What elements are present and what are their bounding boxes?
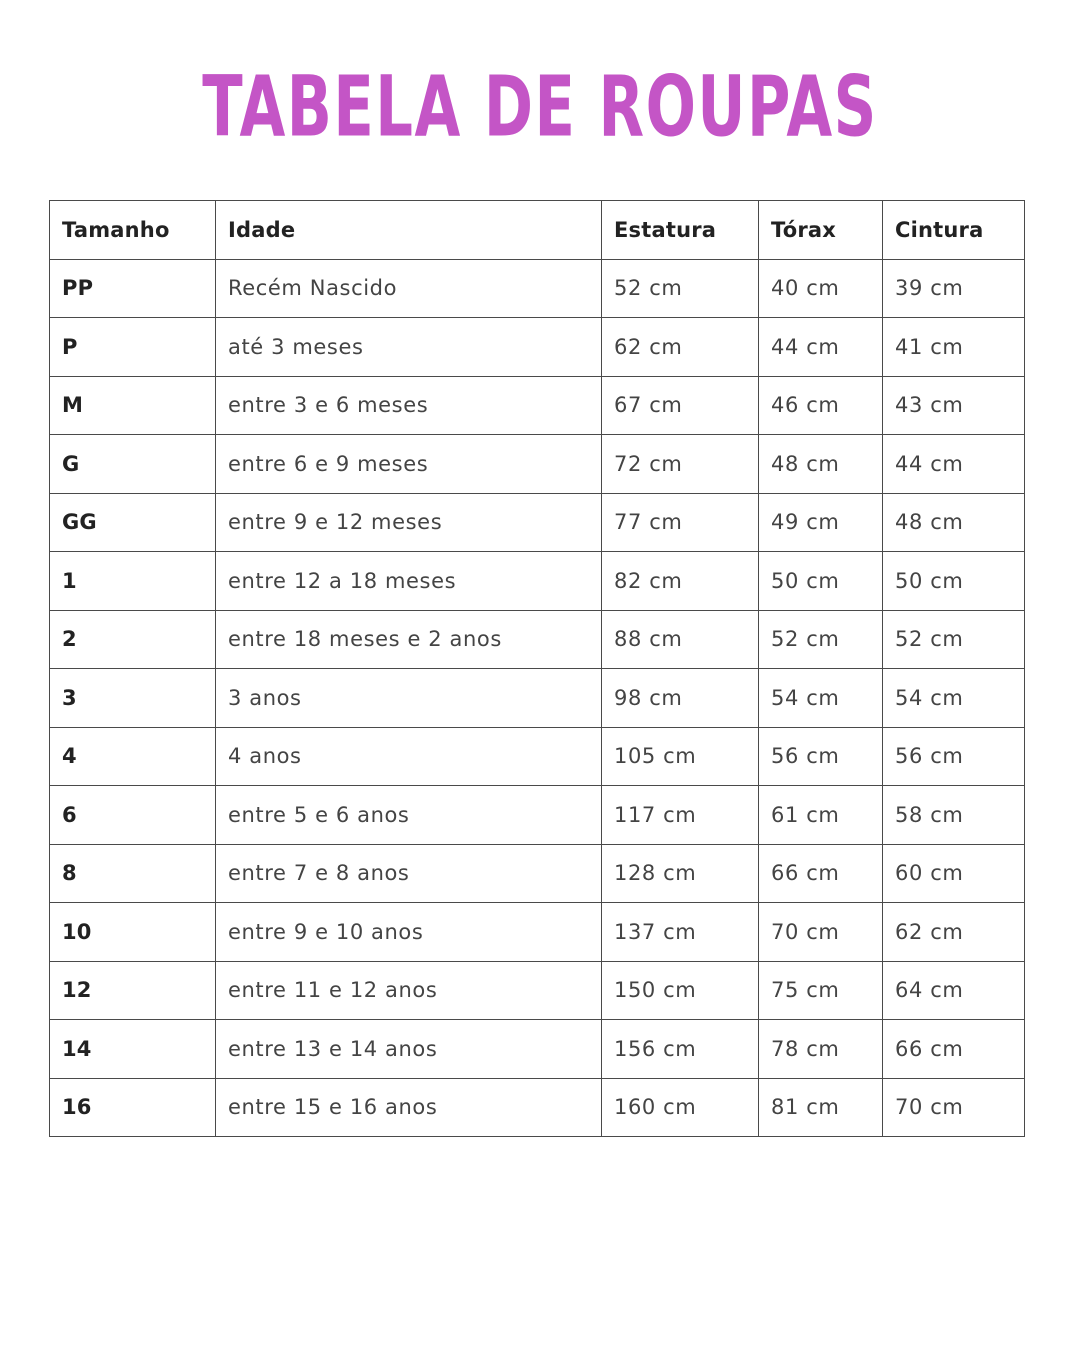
height-cell: 160 cm [602, 1078, 759, 1137]
height-cell: 105 cm [602, 727, 759, 786]
chest-cell: 75 cm [759, 961, 883, 1020]
table-row [50, 1078, 1025, 1137]
waist-cell: 66 cm [883, 1020, 1025, 1079]
chest-cell: 81 cm [759, 1078, 883, 1137]
size-cell: 2 [50, 610, 216, 669]
chest-cell: 54 cm [759, 669, 883, 728]
table-row [50, 552, 1025, 611]
age-cell: entre 5 e 6 anos [216, 786, 602, 845]
chest-cell: 50 cm [759, 552, 883, 611]
size-cell: 8 [50, 844, 216, 903]
age-cell: entre 11 e 12 anos [216, 961, 602, 1020]
chest-cell: 44 cm [759, 318, 883, 377]
height-cell: 72 cm [602, 435, 759, 494]
chest-cell: 40 cm [759, 259, 883, 318]
height-cell: 62 cm [602, 318, 759, 377]
height-cell: 150 cm [602, 961, 759, 1020]
table-row [50, 961, 1025, 1020]
age-cell: entre 6 e 9 meses [216, 435, 602, 494]
page-title: TABELA DE ROUPAS [202, 57, 878, 156]
age-cell: entre 13 e 14 anos [216, 1020, 602, 1079]
height-cell: 98 cm [602, 669, 759, 728]
waist-cell: 54 cm [883, 669, 1025, 728]
chest-cell: 49 cm [759, 493, 883, 552]
table-row [50, 844, 1025, 903]
waist-cell: 62 cm [883, 903, 1025, 962]
table-row [50, 610, 1025, 669]
size-cell: GG [50, 493, 216, 552]
waist-cell: 52 cm [883, 610, 1025, 669]
chest-cell: 52 cm [759, 610, 883, 669]
height-cell: 88 cm [602, 610, 759, 669]
age-cell: entre 18 meses e 2 anos [216, 610, 602, 669]
table-row [50, 435, 1025, 494]
chest-cell: 46 cm [759, 376, 883, 435]
waist-cell: 39 cm [883, 259, 1025, 318]
age-cell: 3 anos [216, 669, 602, 728]
waist-cell: 50 cm [883, 552, 1025, 611]
chest-cell: 61 cm [759, 786, 883, 845]
waist-cell: 60 cm [883, 844, 1025, 903]
age-cell: até 3 meses [216, 318, 602, 377]
table-row [50, 318, 1025, 377]
header-torax: Tórax [759, 201, 883, 260]
age-cell: entre 12 a 18 meses [216, 552, 602, 611]
size-cell: 14 [50, 1020, 216, 1079]
size-cell: G [50, 435, 216, 494]
age-cell: 4 anos [216, 727, 602, 786]
chest-cell: 78 cm [759, 1020, 883, 1079]
age-cell: entre 9 e 12 meses [216, 493, 602, 552]
height-cell: 137 cm [602, 903, 759, 962]
table-row [50, 786, 1025, 845]
height-cell: 117 cm [602, 786, 759, 845]
size-cell: 12 [50, 961, 216, 1020]
header-estatura: Estatura [602, 201, 759, 260]
age-cell: entre 3 e 6 meses [216, 376, 602, 435]
table-row [50, 669, 1025, 728]
size-cell: PP [50, 259, 216, 318]
header-idade: Idade [216, 201, 602, 260]
size-cell: 1 [50, 552, 216, 611]
age-cell: Recém Nascido [216, 259, 602, 318]
height-cell: 52 cm [602, 259, 759, 318]
table-row [50, 259, 1025, 318]
waist-cell: 70 cm [883, 1078, 1025, 1137]
chest-cell: 70 cm [759, 903, 883, 962]
age-cell: entre 15 e 16 anos [216, 1078, 602, 1137]
table-row [50, 376, 1025, 435]
size-cell: 16 [50, 1078, 216, 1137]
waist-cell: 56 cm [883, 727, 1025, 786]
size-table [49, 200, 1025, 1137]
table-row [50, 903, 1025, 962]
header-cintura: Cintura [883, 201, 1025, 260]
size-cell: P [50, 318, 216, 377]
chest-cell: 48 cm [759, 435, 883, 494]
height-cell: 77 cm [602, 493, 759, 552]
size-cell: 6 [50, 786, 216, 845]
height-cell: 128 cm [602, 844, 759, 903]
size-cell: 10 [50, 903, 216, 962]
height-cell: 67 cm [602, 376, 759, 435]
chest-cell: 66 cm [759, 844, 883, 903]
height-cell: 156 cm [602, 1020, 759, 1079]
age-cell: entre 9 e 10 anos [216, 903, 602, 962]
table-row [50, 493, 1025, 552]
waist-cell: 64 cm [883, 961, 1025, 1020]
age-cell: entre 7 e 8 anos [216, 844, 602, 903]
size-cell: M [50, 376, 216, 435]
table-row [50, 1020, 1025, 1079]
waist-cell: 48 cm [883, 493, 1025, 552]
waist-cell: 44 cm [883, 435, 1025, 494]
waist-cell: 43 cm [883, 376, 1025, 435]
size-cell: 4 [50, 727, 216, 786]
height-cell: 82 cm [602, 552, 759, 611]
header-tamanho: Tamanho [50, 201, 216, 260]
table-row [50, 727, 1025, 786]
waist-cell: 58 cm [883, 786, 1025, 845]
table-body [50, 259, 1025, 1137]
table-header-row [50, 201, 1025, 260]
size-cell: 3 [50, 669, 216, 728]
waist-cell: 41 cm [883, 318, 1025, 377]
chest-cell: 56 cm [759, 727, 883, 786]
